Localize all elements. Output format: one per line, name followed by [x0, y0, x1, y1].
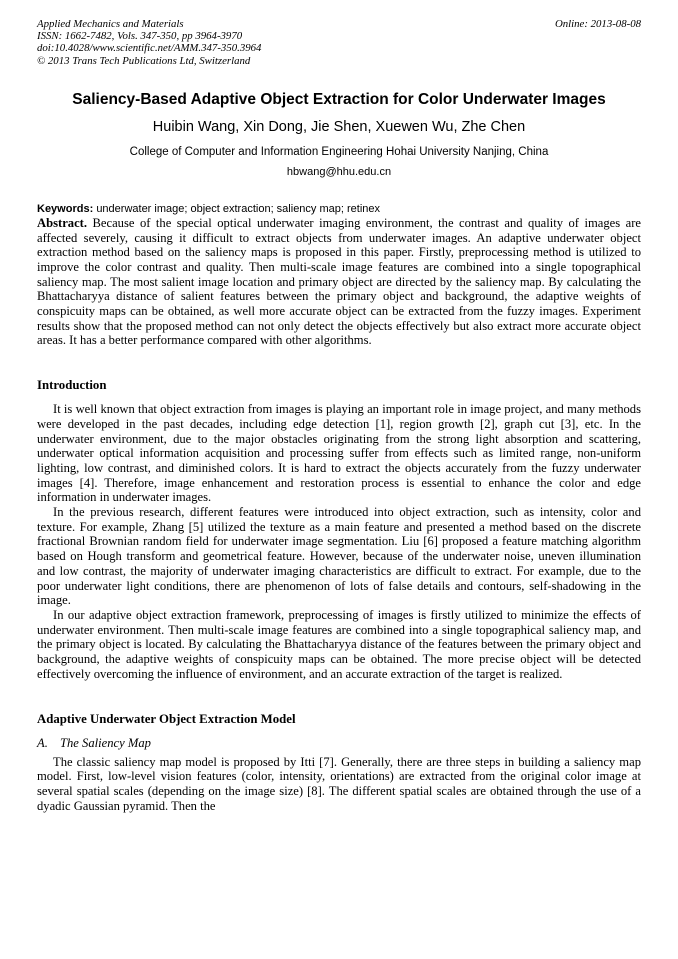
keywords-line	[37, 203, 641, 216]
section-heading-introduction: Introduction	[37, 378, 107, 393]
subsection-a	[37, 736, 641, 751]
section-heading-model: Adaptive Underwater Object Extraction Model	[37, 711, 296, 726]
model-paragraph-1: The classic saliency map model is proposed by Itti [7]. Generally, there are three steps in building a saliency map model. First, low-level vision features (color, intensity, orientations) are extracted from the original color image at several spatial scales (depending on the image size) [8]. The different spatial scales are obtained through the use of a dyadic Gaussian pyramid. Then the	[37, 754, 641, 813]
journal-title: Applied Mechanics and Materials	[37, 18, 184, 30]
intro-paragraph-3: In our adaptive object extraction framework, preprocessing of images is firstly utilized to minimize the effects of underwater environment. Then multi-scale image features are combined into a single topographical saliency map, and the primary object is located. By calculating the Bhattacharyya distance of the features between the primary object and background, the adaptive weights of conspicuity maps can be obtained. The more precise object will be detected effectively overcoming the influence of environment, and an accurate extraction of the target is realized.	[37, 607, 641, 681]
paper-title: Saliency-Based Adaptive Object Extraction for Color Underwater Images	[72, 90, 606, 108]
authors: Huibin Wang, Xin Dong, Jie Shen, Xuewen Wu, Zhe Chen	[152, 118, 526, 135]
online-date: Online: 2013-08-08	[554, 18, 641, 30]
doi-line: doi:10.4028/www.scientific.net/AMM.347-350.3964	[37, 42, 262, 55]
abstract-text: Because of the special optical underwater imaging environment, the contrast and quality of images are affected severely, causing it difficult to extract objects from underwater images. An adaptive underwater object extraction method based on the saliency maps is proposed in this paper. Firstly, preprocessing method is utilized to improve the color contrast and quality. Then multi-scale image features are combined into a single topographical saliency map. The most salient image location and primary object are directed by the saliency map. By calculating the Bhattacharyya distance of salient features between the primary object and background, the adaptive weights of conspicuity maps can be obtained, as well more accurate object can be extracted from the fuzzy images. Experiment results show that the proposed method can not only detect the objects effectively but also extract more accurate object areas. It has a better performance compared with other algorithms.	[37, 215, 641, 348]
intro-paragraph-2: In the previous research, different features were introduced into object extraction, such as intensity, color and texture. For example, Zhang [5] utilized the texture as a main feature and presented a method based on the discrete fractional Brownian random field for underwater image segmentation. Liu [6] proposed a feature matching algorithm based on Hough transform and geometrical feature. However, because of the underwater noise, uneven illumination and low contrast, the majority of underwater imaging characteristics are difficult to extract. For example, due to the poor underwater light conditions, there are phenomenon of lots of false details and contours, self-shadowing in the image.	[37, 505, 641, 608]
abstract	[37, 216, 641, 348]
journal-info	[37, 18, 261, 67]
email: hbwang@hhu.edu.cn	[286, 165, 392, 178]
keywords-text: underwater image; object extraction; saliency map; retinex	[96, 202, 381, 215]
page-header	[37, 18, 641, 67]
subsection-a-title: The Saliency Map	[60, 735, 151, 750]
copyright-line: © 2013 Trans Tech Publications Ltd, Switzerland	[37, 54, 251, 67]
affiliation: College of Computer and Information Engineering Hohai University Nanjing, China	[129, 145, 549, 158]
keywords-label: Keywords:	[37, 202, 94, 215]
issn-line: ISSN: 1662-7482, Vols. 347-350, pp 3964-3970	[37, 30, 243, 43]
abstract-label: Abstract.	[37, 215, 88, 230]
title-block	[37, 91, 641, 179]
intro-paragraph-1: It is well known that object extraction from images is playing an important role in image project, and many methods were developed in the past decades, including edge detection [1], region growth [2], graph cut [3], etc. In the underwater environment, due to the major obstacles originating from the strong light absorption and scattering, underwater optical information acquisition and processing suffer from effects such as limited range, non-uniform lighting, low contrast, and diminished colors. It is hard to extract the objects accurately from the fuzzy underwater images [4]. Therefore, image enhancement and restoration process is essential to enhance the color and edge information in underwater images.	[37, 402, 641, 505]
subsection-a-label: A.	[37, 735, 48, 750]
